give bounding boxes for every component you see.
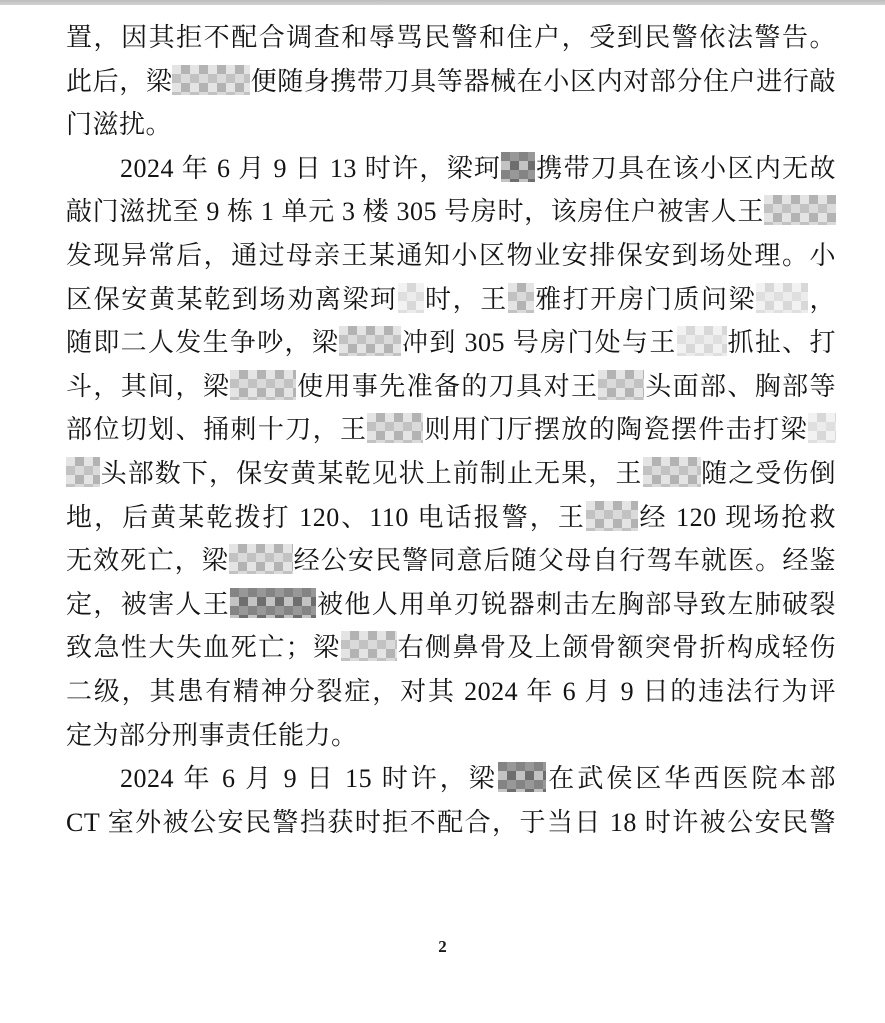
text-line (66, 234, 836, 278)
redaction-block (367, 413, 423, 443)
redaction-block (508, 283, 534, 313)
text-run: 便随身携带刀具等器械在小区内对部分住户进行敲 (250, 66, 836, 96)
text-line (66, 626, 836, 670)
redaction-block (229, 544, 293, 574)
text-run: 头面部、胸部等 (644, 371, 836, 401)
text-line (66, 16, 836, 60)
text-run: 则用门厅摆放的陶瓷摆件击打梁 (423, 415, 808, 445)
text-run: 携带刀具在该小区内无故 (535, 153, 836, 183)
text-run: 雅打开房门质问梁 (533, 284, 757, 314)
text-run: 抓扯、打 (726, 328, 836, 358)
text-run: 2024 年 6 月 9 日 13 时许，梁珂 (120, 153, 502, 183)
text-run: 置，因其拒不配合调查和辱骂民警和住户，受到民警依法警告。 (66, 23, 836, 52)
text-run: 使用事先准备的刀具对王 (296, 371, 599, 401)
text-line (66, 147, 836, 191)
text-run: 区保安黄某乾到场劝离梁珂 (66, 284, 398, 314)
redaction-block (501, 152, 535, 182)
redaction-block (677, 326, 727, 356)
text-run: 2024 年 6 月 9 日 15 时许，梁 (120, 764, 498, 794)
redaction-block (339, 326, 401, 356)
redaction-block (808, 413, 836, 443)
text-line (66, 408, 836, 452)
text-run: 二级，其患有精神分裂症，对其 2024 年 6 月 9 日的违法行为评 (66, 676, 836, 706)
text-run: ， (808, 284, 836, 314)
text-run: 敲门滋扰至 9 栋 1 单元 3 楼 305 号房时，该房住户被害人王 (66, 197, 764, 227)
text-run: 门滋扰。 (66, 110, 173, 140)
text-line (66, 452, 836, 496)
text-run: 被他人用单刃锐器刺击左胸部导致左肺破裂 (316, 589, 836, 619)
redaction-block (172, 65, 250, 95)
text-run: 定为部分刑事责任能力。 (66, 720, 358, 750)
text-run: 随即二人发生争吵，梁 (66, 328, 340, 358)
redaction-block (586, 501, 638, 531)
text-line (66, 190, 836, 234)
document-text-block (66, 16, 836, 844)
text-run: 右侧鼻骨及上颌骨额突骨折构成轻伤 (396, 633, 836, 663)
text-run: 在武侯区华西医院本部 (545, 764, 836, 794)
redaction-block (398, 283, 424, 313)
text-line (66, 583, 836, 627)
text-line (66, 278, 836, 322)
text-run: 致急性大失血死亡；梁 (66, 633, 341, 663)
text-run: 冲到 305 号房门处与王 (401, 328, 677, 358)
redaction-block (230, 370, 296, 400)
text-line (66, 801, 836, 845)
document-page (0, 5, 885, 1023)
redaction-block (643, 457, 701, 487)
text-run: 无效死亡，梁 (66, 546, 229, 576)
page-number: 2 (438, 937, 447, 956)
redaction-block (764, 195, 836, 225)
text-run: CT 室外被公安民警挡获时拒不配合，于当日 18 时许被公安民警 (66, 807, 836, 837)
redaction-block (230, 588, 316, 618)
text-run: 地，后黄某乾拨打 120、110 电话报警，王 (66, 502, 586, 532)
text-line (66, 365, 836, 409)
text-run: 部位切划、捅刺十刀，王 (66, 415, 368, 445)
text-run: 斗，其间，梁 (66, 371, 231, 401)
text-line (66, 60, 836, 104)
text-line (66, 757, 836, 801)
text-line (66, 539, 836, 583)
redaction-block (341, 631, 397, 661)
text-line (66, 496, 836, 540)
text-line (66, 321, 836, 365)
redaction-block (598, 370, 644, 400)
text-run: 随之受伤倒 (700, 458, 836, 488)
text-line (66, 670, 836, 714)
text-run: 此后，梁 (66, 66, 173, 96)
text-line (66, 103, 836, 147)
text-run: 发现异常后，通过母亲王某通知小区物业安排保安到场处理。小 (66, 240, 836, 270)
text-run: 头部数下，保安黄某乾见状上前制止无果，王 (100, 458, 643, 488)
text-line (66, 714, 836, 758)
redaction-block (498, 762, 546, 792)
text-run: 经公安民警同意后随父母自行驾车就医。经鉴 (292, 546, 836, 576)
text-run: 时，王 (423, 284, 508, 314)
redaction-block (756, 283, 808, 313)
text-run: 经 120 现场抢救 (637, 502, 836, 532)
text-run: 定，被害人王 (66, 589, 231, 619)
redaction-block (66, 457, 100, 487)
